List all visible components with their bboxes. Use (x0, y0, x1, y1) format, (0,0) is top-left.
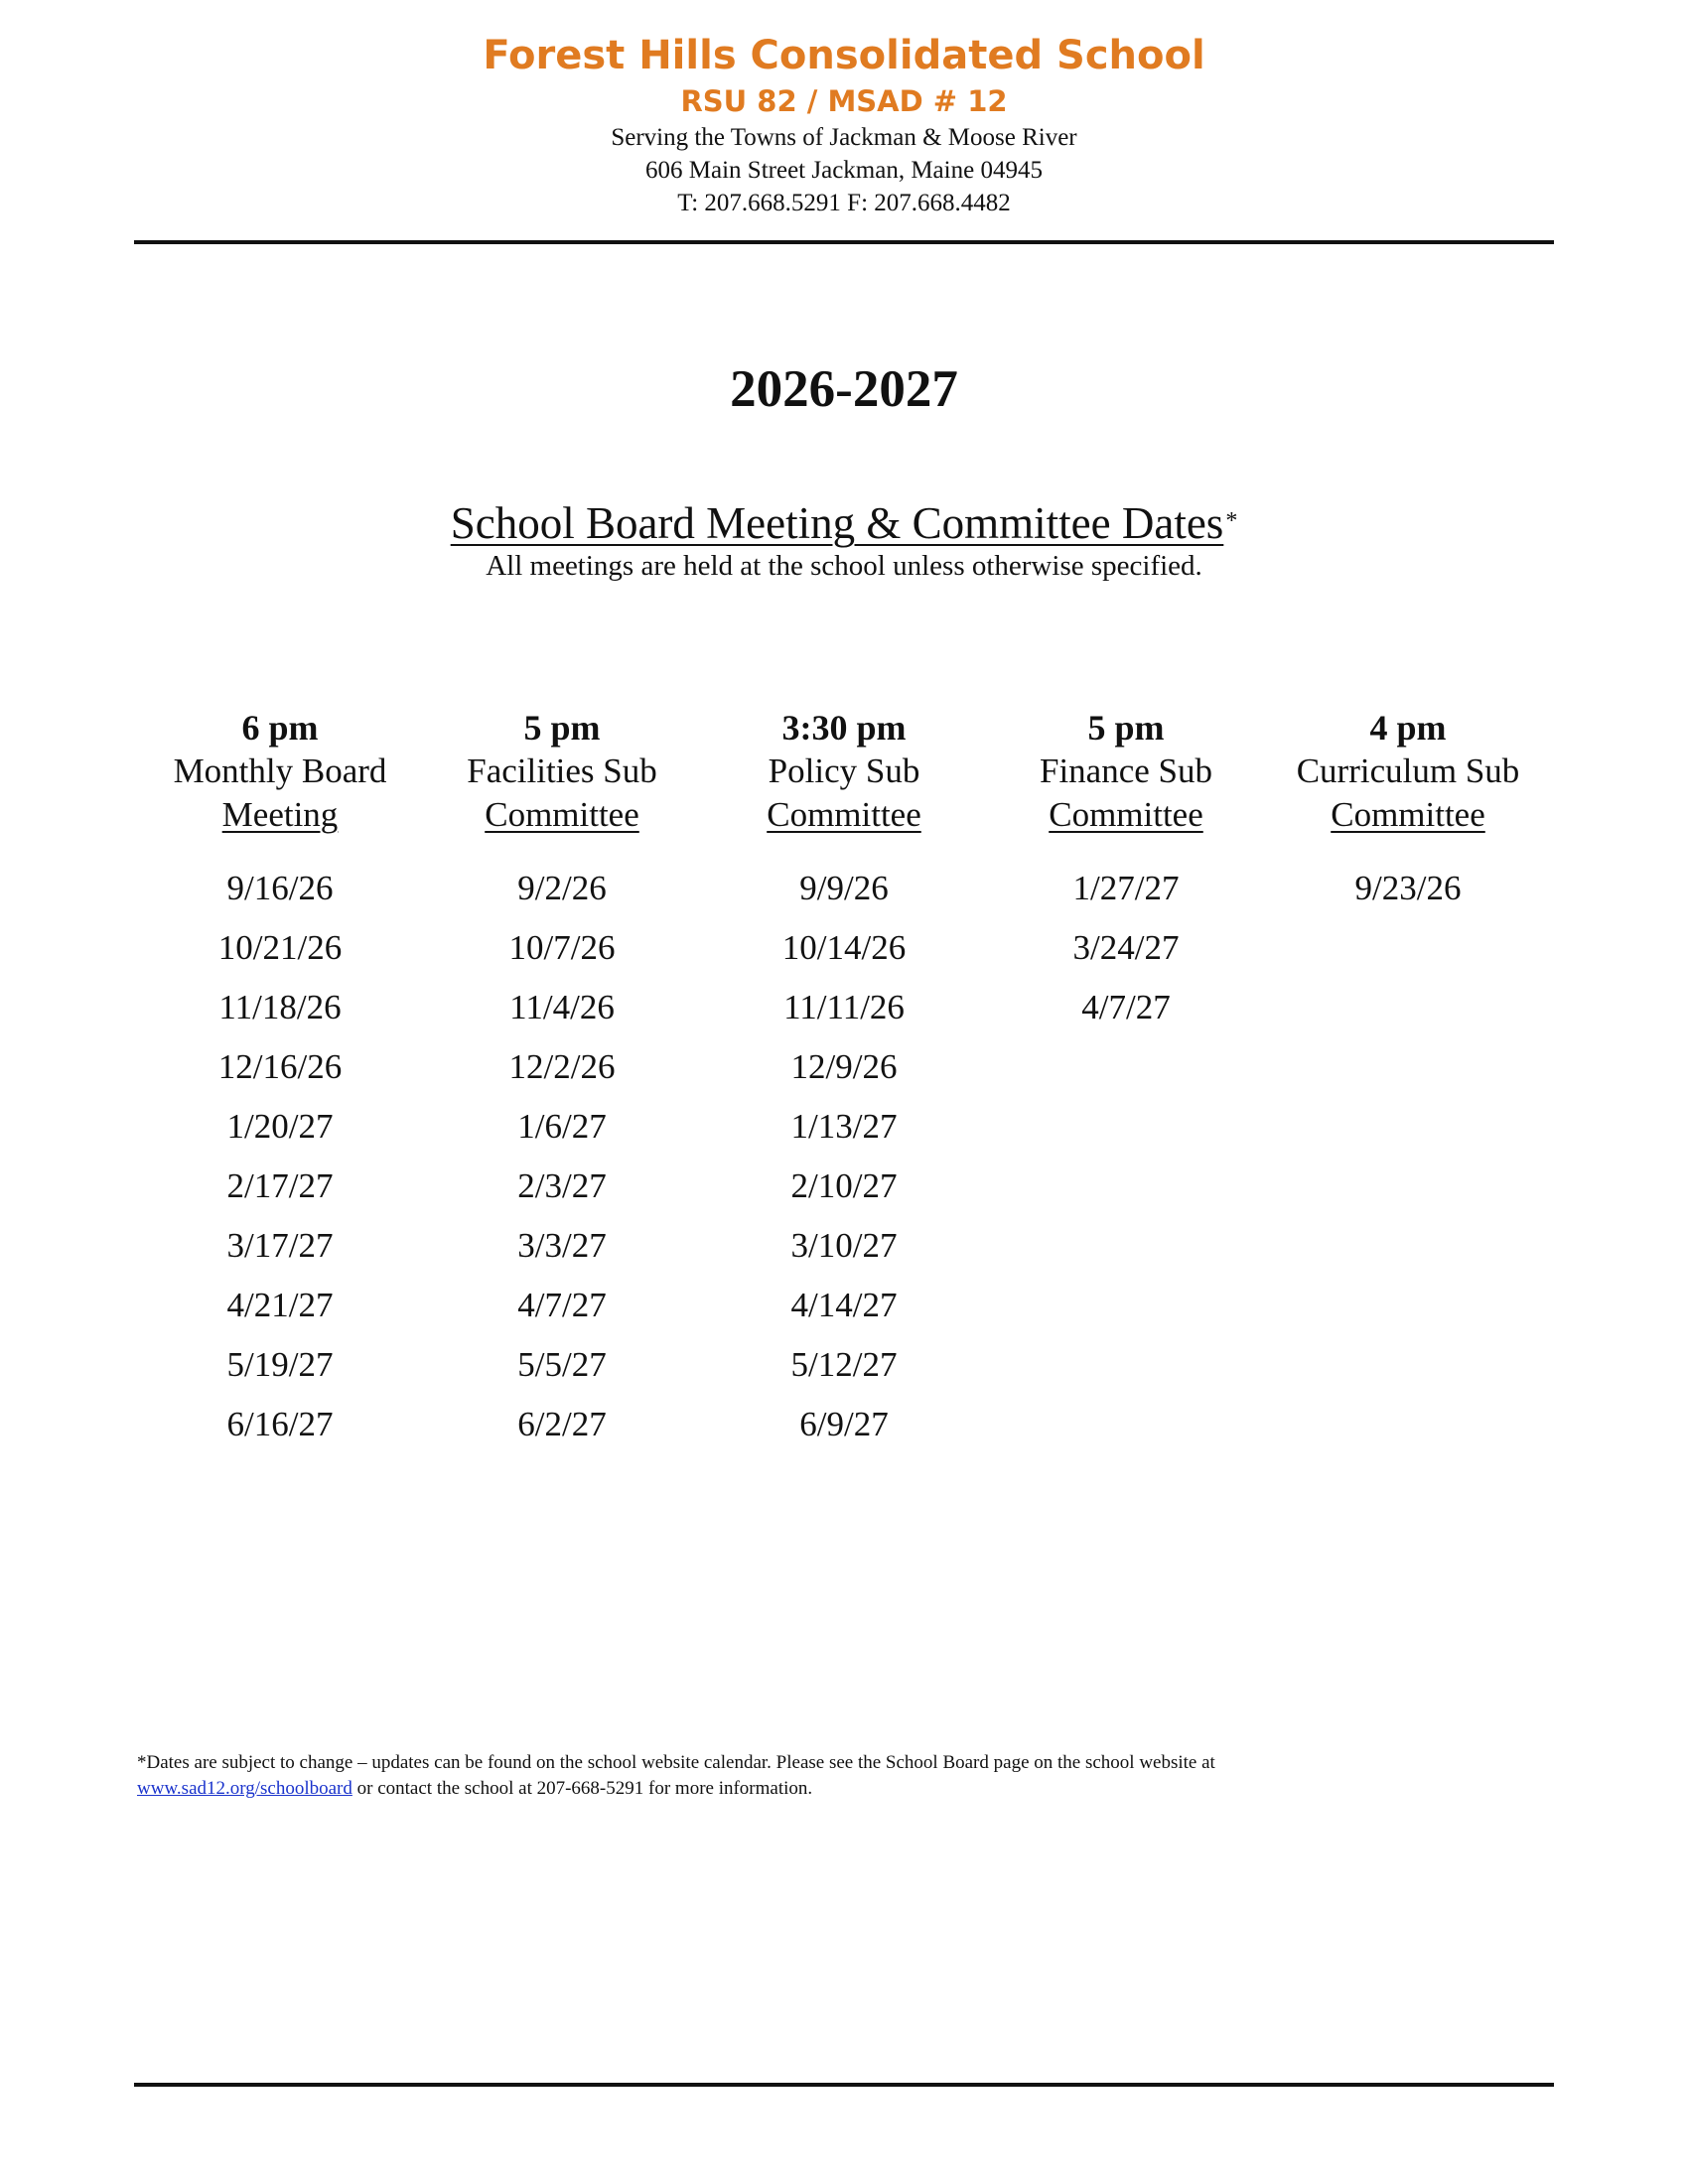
school-address: 606 Main Street Jackman, Maine 04945 (645, 157, 1043, 184)
meeting-date: 4/14/27 (790, 1286, 898, 1324)
footer-divider (134, 2083, 1554, 2087)
meeting-date: 9/9/26 (799, 869, 889, 907)
column-title-line1: Facilities Sub (467, 751, 657, 790)
school-phone-fax: T: 207.668.5291 F: 207.668.4482 (677, 190, 1011, 216)
column-policy-sub (695, 706, 993, 1454)
date-list (131, 859, 429, 1454)
meeting-date: 4/7/27 (1081, 988, 1171, 1026)
school-name: Forest Hills Consolidated School (483, 33, 1205, 78)
column-monthly-board (131, 706, 429, 1454)
column-finance-sub (977, 706, 1275, 1037)
column-time: 3:30 pm (781, 708, 907, 748)
district-name: RSU 82 / MSAD # 12 (680, 84, 1008, 118)
meeting-date: 3/10/27 (790, 1226, 898, 1265)
date-list (977, 859, 1275, 1037)
meeting-date: 12/2/26 (508, 1047, 616, 1086)
meeting-date: 3/17/27 (226, 1226, 334, 1265)
column-title-line2: Committee (767, 795, 921, 834)
meeting-date: 9/16/26 (226, 869, 334, 907)
meeting-date: 5/12/27 (790, 1345, 898, 1384)
meeting-date: 2/10/27 (790, 1166, 898, 1205)
meeting-date: 6/9/27 (799, 1405, 889, 1443)
letterhead (0, 30, 1688, 219)
column-time: 5 pm (1087, 708, 1165, 748)
meeting-date: 3/24/27 (1072, 928, 1180, 967)
meeting-date: 1/20/27 (226, 1107, 334, 1146)
header-divider (134, 240, 1554, 244)
column-title-line2: Meeting (221, 795, 339, 834)
meeting-date: 10/7/26 (508, 928, 616, 967)
column-title-line1: Monthly Board (173, 751, 387, 790)
column-title-line2: Committee (1331, 795, 1485, 834)
school-year: 2026-2027 (730, 360, 958, 418)
meeting-date: 12/16/26 (217, 1047, 343, 1086)
date-list (413, 859, 711, 1454)
meeting-date: 5/5/27 (517, 1345, 607, 1384)
meeting-date: 6/2/27 (517, 1405, 607, 1443)
meeting-date: 2/17/27 (226, 1166, 334, 1205)
meeting-date: 9/2/26 (517, 869, 607, 907)
meeting-date: 12/9/26 (790, 1047, 898, 1086)
meeting-date: 5/19/27 (226, 1345, 334, 1384)
meeting-date: 4/7/27 (517, 1286, 607, 1324)
meeting-date: 2/3/27 (517, 1166, 607, 1205)
meeting-date: 6/16/27 (226, 1405, 334, 1443)
date-list (695, 859, 993, 1454)
meeting-date: 3/3/27 (517, 1226, 607, 1265)
column-title-line1: Finance Sub (1039, 751, 1212, 790)
footnote (137, 1750, 1547, 1802)
meeting-date: 1/6/27 (517, 1107, 607, 1146)
meeting-date: 10/14/26 (781, 928, 907, 967)
column-title-line1: Curriculum Sub (1296, 751, 1520, 790)
meeting-date: 11/11/26 (783, 988, 905, 1026)
serving-towns: Serving the Towns of Jackman & Moose River (611, 124, 1077, 151)
meeting-date: 11/4/26 (509, 988, 615, 1026)
meeting-date: 9/23/26 (1354, 869, 1462, 907)
date-list (1259, 859, 1557, 918)
document-subtitle: All meetings are held at the school unless otherwise specified. (486, 550, 1202, 582)
school-board-link[interactable]: www.sad12.org/schoolboard (137, 1778, 352, 1799)
column-title-line2: Committee (485, 795, 639, 834)
meeting-date: 10/21/26 (217, 928, 343, 967)
footnote-text: *Dates are subject to change – updates can be found on the school website calendar. Please see the School Board page on the school website at (137, 1752, 1215, 1773)
column-facilities-sub (413, 706, 711, 1454)
title-asterisk: * (1225, 508, 1238, 534)
column-title-line1: Policy Sub (768, 751, 920, 790)
meeting-date: 4/21/27 (226, 1286, 334, 1324)
document-title (0, 493, 1688, 551)
column-title-line2: Committee (1049, 795, 1203, 834)
column-curriculum-sub (1259, 706, 1557, 918)
column-time: 4 pm (1369, 708, 1447, 748)
document-title-text: School Board Meeting & Committee Dates (450, 498, 1224, 548)
meeting-date: 1/13/27 (790, 1107, 898, 1146)
column-time: 5 pm (523, 708, 601, 748)
meeting-date: 1/27/27 (1072, 869, 1180, 907)
meeting-date: 11/18/26 (218, 988, 342, 1026)
column-time: 6 pm (241, 708, 319, 748)
footnote-text-after: or contact the school at 207-668-5291 for more information. (352, 1778, 813, 1799)
